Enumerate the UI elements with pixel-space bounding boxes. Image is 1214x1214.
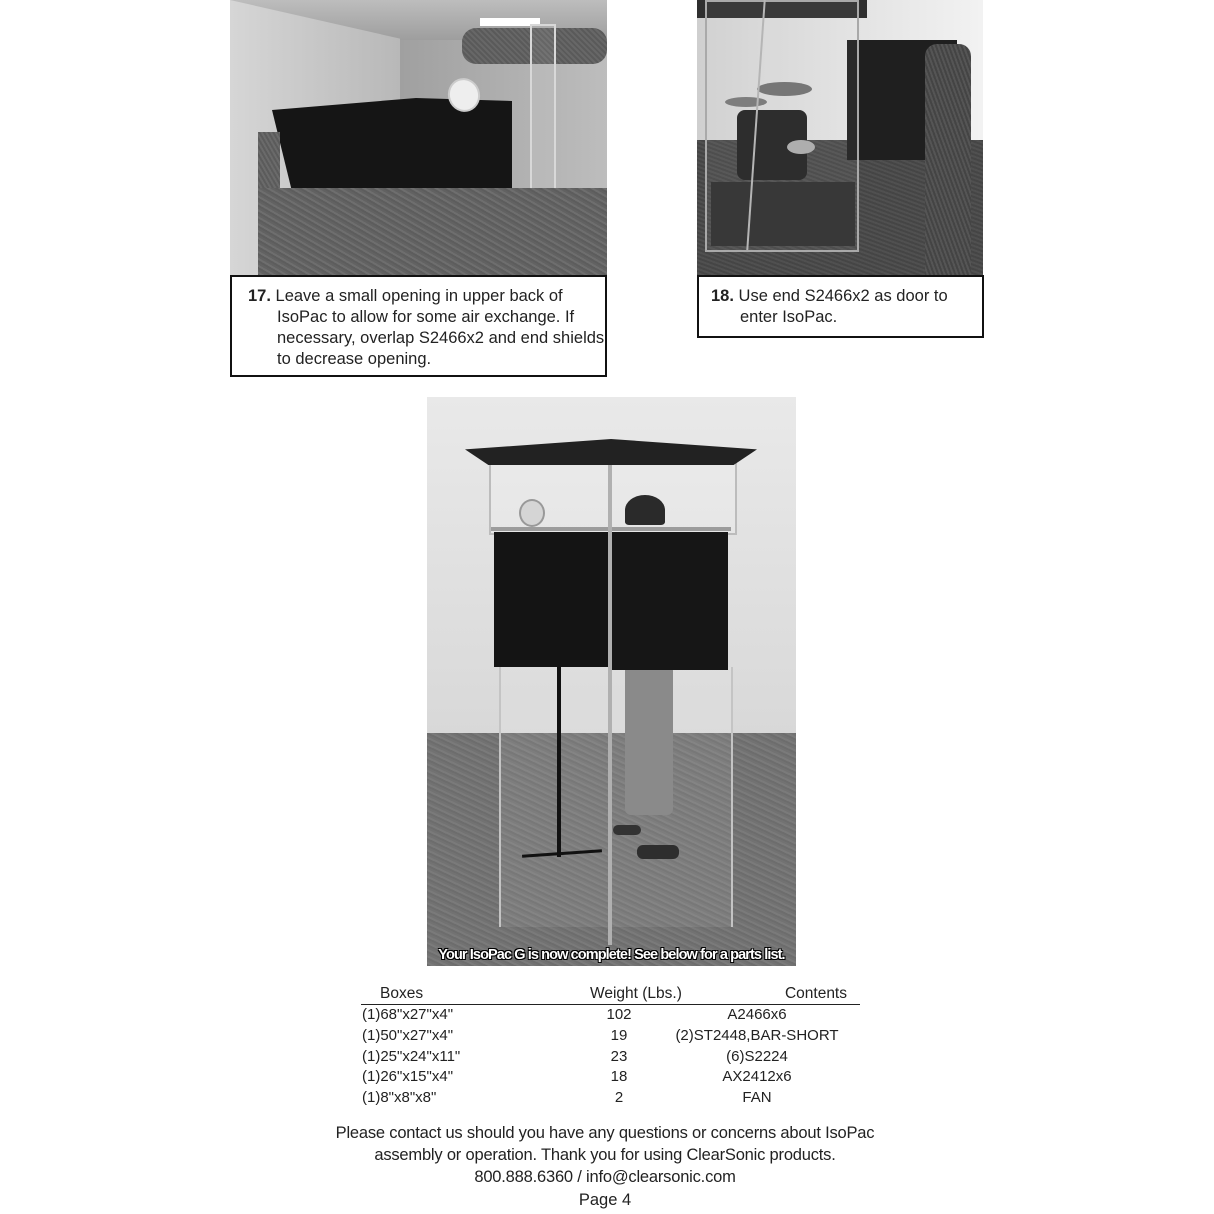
completed-isopac-photo bbox=[427, 397, 796, 966]
door-shield-panel bbox=[925, 44, 971, 276]
roof-shield bbox=[465, 439, 757, 465]
box-size: (1)68"x27"x4" bbox=[362, 1006, 454, 1023]
step-17-caption bbox=[230, 275, 607, 377]
box-contents: AX2412x6 bbox=[722, 1068, 792, 1086]
fan-icon bbox=[519, 499, 545, 527]
caption-line: 18. Use end S2466x2 as door to bbox=[711, 287, 948, 305]
lower-acrylic-panels bbox=[499, 667, 733, 927]
table-row bbox=[361, 1067, 860, 1088]
person-legs bbox=[625, 665, 673, 815]
box-contents: FAN bbox=[742, 1089, 772, 1107]
box-size: (1)50"x27"x4" bbox=[362, 1026, 454, 1044]
table-row bbox=[361, 1047, 860, 1068]
column-header-boxes: Boxes bbox=[380, 985, 424, 1002]
step-number: 17. bbox=[248, 287, 271, 305]
shoe bbox=[637, 845, 679, 859]
acrylic-frame bbox=[530, 24, 556, 196]
footer-line: Please contact us should you have any questions or concerns about IsoPac bbox=[335, 1124, 875, 1142]
box-weight: 23 bbox=[610, 1047, 628, 1065]
caption-line: to decrease opening. bbox=[277, 350, 432, 368]
box-weight: 18 bbox=[610, 1068, 628, 1086]
box-weight: 102 bbox=[606, 1006, 632, 1023]
center-hinge bbox=[608, 445, 612, 945]
parts-table bbox=[361, 985, 860, 1109]
caption-line: IsoPac to allow for some air exchange. If bbox=[277, 308, 575, 326]
absorption-panel-right bbox=[611, 532, 728, 670]
acrylic-frame bbox=[705, 0, 859, 252]
table-row bbox=[361, 1005, 860, 1026]
box-contents: A2466x6 bbox=[727, 1006, 787, 1023]
carpeted-shield bbox=[258, 188, 607, 276]
box-weight: 19 bbox=[610, 1026, 628, 1044]
table-row bbox=[361, 1088, 860, 1109]
mic-stand bbox=[557, 657, 561, 857]
table-row bbox=[361, 1026, 860, 1047]
column-header-weight: Weight (Lbs.) bbox=[590, 985, 682, 1002]
box-size: (1)25"x24"x11" bbox=[362, 1047, 461, 1065]
step-18-caption bbox=[697, 275, 984, 338]
box-contents: (6)S2224 bbox=[726, 1047, 788, 1065]
caption-line: necessary, overlap S2466x2 and end shields bbox=[277, 329, 605, 347]
column-header-contents: Contents bbox=[784, 985, 847, 1002]
shoe bbox=[613, 825, 641, 835]
completion-banner: Your IsoPac G is now complete! See below for a parts list. bbox=[438, 947, 785, 963]
step-18-photo bbox=[697, 0, 983, 276]
box-size: (1)26"x15"x4" bbox=[362, 1068, 454, 1086]
dark-shield-panels bbox=[272, 98, 512, 198]
person-head bbox=[625, 495, 665, 525]
caption-line: 17. Leave a small opening in upper back of bbox=[248, 287, 563, 305]
box-size: (1)8"x8"x8" bbox=[362, 1089, 437, 1107]
page-number: Page 4 bbox=[578, 1191, 632, 1209]
contact-footer bbox=[300, 1122, 910, 1188]
step-number: 18. bbox=[711, 287, 734, 305]
footer-line: assembly or operation. Thank you for using ClearSonic products. bbox=[374, 1146, 836, 1164]
step-17-photo bbox=[230, 0, 607, 276]
contact-info: 800.888.6360 / info@clearsonic.com bbox=[474, 1168, 736, 1186]
caption-line: enter IsoPac. bbox=[740, 308, 838, 326]
box-weight: 2 bbox=[614, 1089, 624, 1107]
absorption-panel-left bbox=[494, 532, 609, 667]
table-header bbox=[361, 985, 860, 1005]
box-contents: (2)ST2448,BAR-SHORT bbox=[675, 1026, 839, 1044]
